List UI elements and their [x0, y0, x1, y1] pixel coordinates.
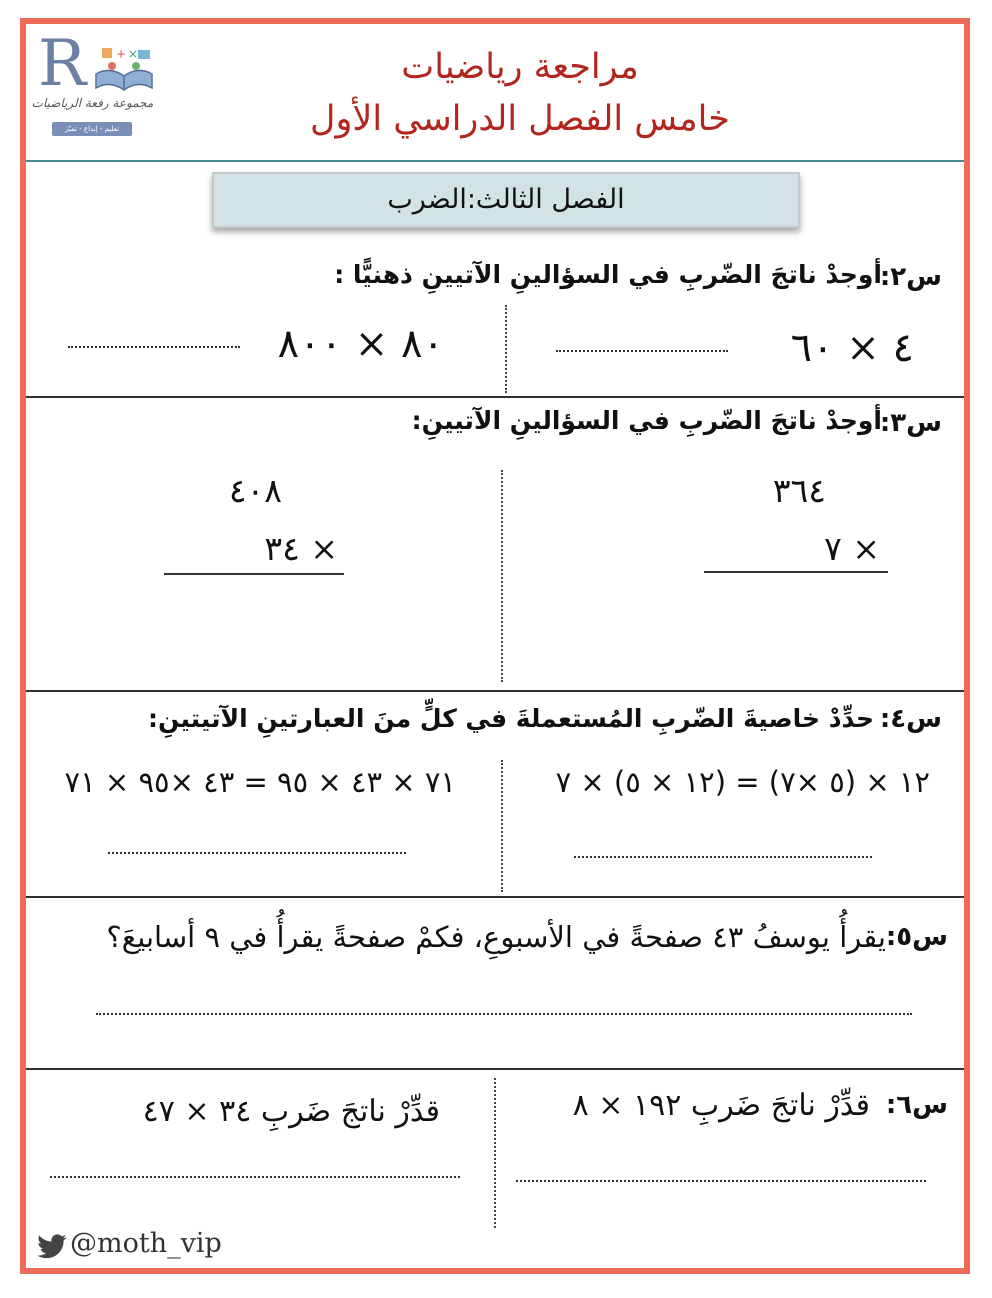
logo: [30, 27, 160, 142]
q3-right-top: ٣٦٤: [772, 471, 826, 510]
q4-expr-left: ٧١ × ٤٣ × ٩٥ = ٤٣ ×٩٥ × ٧١: [64, 765, 456, 799]
page-title: مراجعة رياضيات: [401, 47, 639, 87]
q3-bottom-line: [26, 690, 964, 692]
logo-letter: R: [38, 27, 87, 101]
q5-label: س٥:: [885, 922, 948, 952]
q3-label: س٣:: [879, 408, 942, 438]
q2-bottom-line-right: [288, 396, 964, 398]
twitter-handle[interactable]: @moth_vip: [70, 1228, 222, 1259]
header-divider: [26, 160, 964, 162]
q4-answer-line-right[interactable]: [574, 856, 872, 858]
logo-subcaption: تعليم - إبداع - تميّز: [52, 122, 132, 136]
q3-text: أوجدْ ناتجَ الضّربِ في السؤالينِ الآتيينِ:: [411, 406, 882, 435]
q3-left-top: ٤٠٨: [228, 471, 282, 510]
q3-left-underline: [164, 573, 344, 575]
q3-right-underline: [704, 571, 888, 573]
q2-divider: [505, 305, 507, 393]
q3-left-bottom: × ٣٤: [264, 529, 338, 568]
q4-answer-line-left[interactable]: [108, 852, 406, 854]
q6-text-left: قدِّرْ ناتجَ ضَربِ ٣٤ × ٤٧: [142, 1094, 440, 1129]
page-subtitle: خامس الفصل الدراسي الأول: [310, 99, 730, 139]
svg-text:+: +: [116, 47, 127, 61]
q6-divider: [494, 1078, 496, 1228]
q3-divider: [501, 470, 503, 682]
chapter-title: الفصل الثالث:الضرب: [212, 172, 800, 228]
q2-expr-left: ٨٠ × ٨٠٠: [277, 321, 444, 367]
q2-answer-line-right[interactable]: [556, 350, 728, 352]
twitter-icon: [36, 1234, 68, 1260]
q3-right-bottom: × ٧: [824, 529, 880, 568]
svg-text:×: ×: [128, 47, 139, 61]
q2-expr-right: ٤ × ٦٠: [790, 325, 914, 371]
q5-bottom-line: [26, 1068, 964, 1070]
q2-bottom-line-left: [26, 396, 288, 398]
q4-divider: [501, 760, 503, 892]
q5-text: يقرأُ يوسفُ ٤٣ صفحةً في الأسبوعِ، فكمْ صفحةً يقرأُ في ٩ أسابيعَ؟: [106, 920, 886, 954]
book-icon: [92, 44, 156, 94]
q6-text-right: قدِّرْ ناتجَ ضَربِ ١٩٢ × ٨: [572, 1088, 870, 1123]
q4-expr-right: ١٢ × (٥ ×٧) = (١٢ × ٥) × ٧: [555, 765, 930, 799]
logo-caption: مجموعة رفعة الرياضيات: [31, 96, 154, 110]
q6-answer-line-right[interactable]: [516, 1180, 926, 1182]
q4-label: س٤:: [879, 704, 942, 734]
q6-label: س٦:: [885, 1090, 948, 1120]
q6-answer-line-left[interactable]: [50, 1176, 460, 1178]
q2-label: س٢:: [879, 262, 942, 292]
q2-text: أوجدْ ناتجَ الضّربِ في السؤالينِ الآتيينِ ذهنيًّا :: [334, 260, 882, 289]
q4-text: حدِّدْ خاصيةَ الضّربِ المُستعملةَ في كلٍّ منَ العبارتينِ الآتيتينِ:: [147, 704, 874, 733]
q4-bottom-line: [26, 896, 964, 898]
q2-answer-line-left[interactable]: [68, 346, 240, 348]
q5-answer-line[interactable]: [96, 1013, 912, 1015]
